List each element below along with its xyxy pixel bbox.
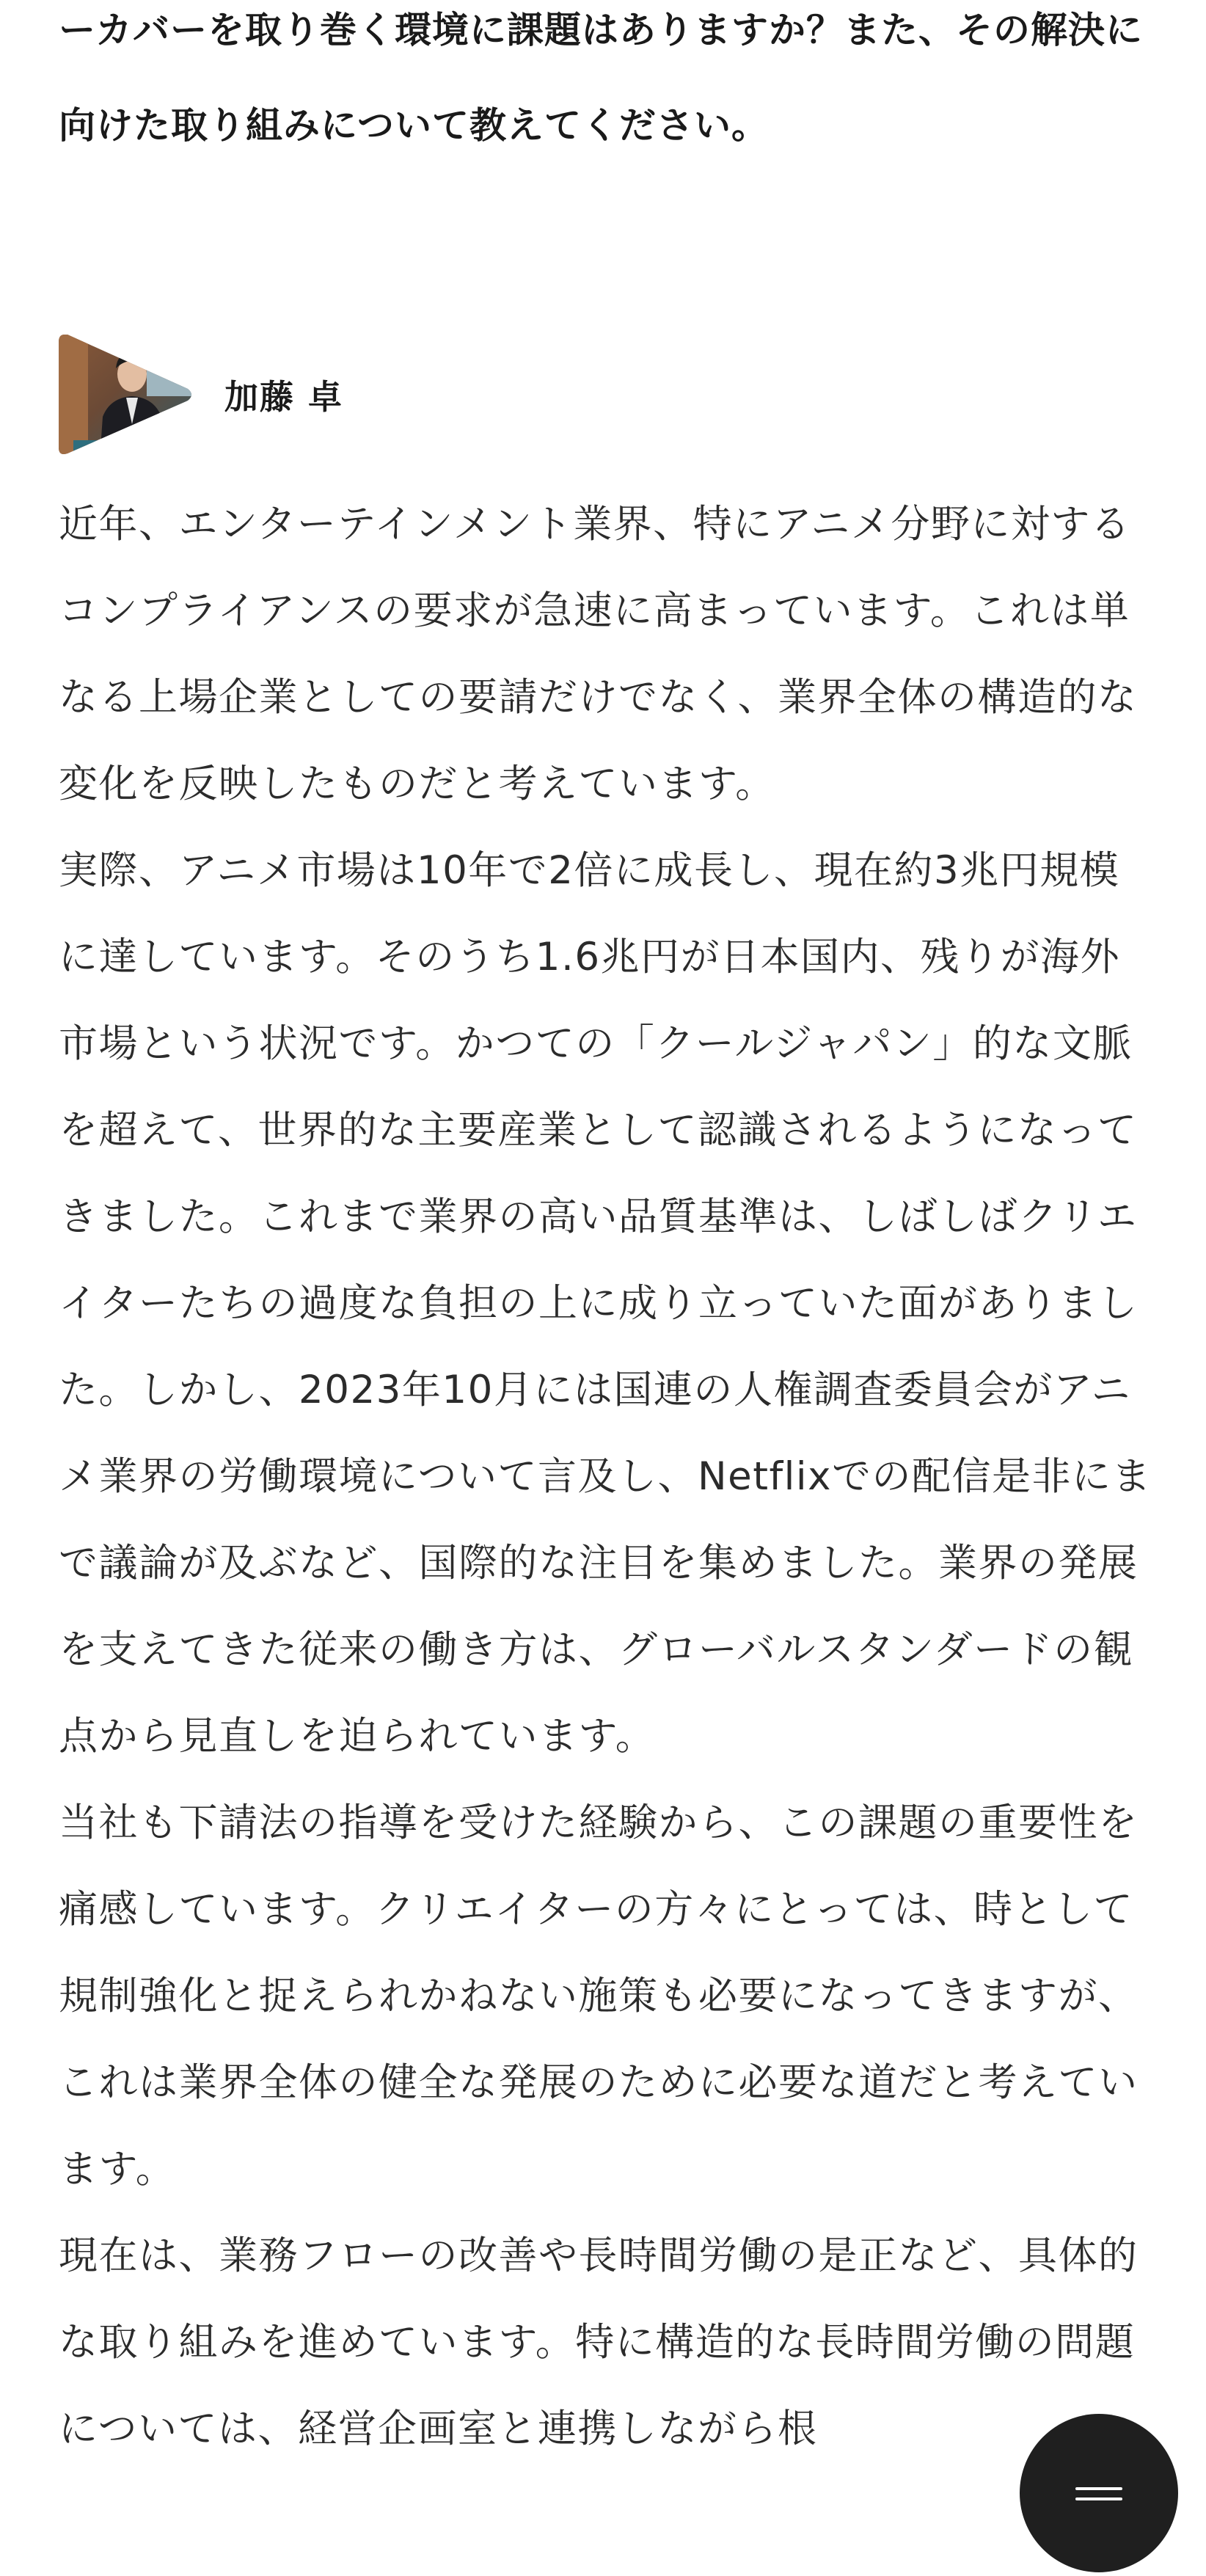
answer-paragraph: 現在は、業務フローの改善や長時間労働の是正など、具体的な取り組みを進めています。特に構造的な長時間労働の問題については、経営企画室と連携しながら根 (59, 2233, 1139, 2451)
answer-paragraph: 近年、エンターテインメント業界、特にアニメ分野に対するコンプライアンスの要求が急速に高まっています。これは単なる上場企業としての要請だけでなく、業界全体の構造的な変化を反映したものだと考えています。 (59, 502, 1138, 806)
speaker-header (59, 329, 343, 461)
answer-paragraph: 実際、アニメ市場は10年で2倍に成長し、現在約3兆円規模に達しています。そのうち1.6兆円が日本国内、残りが海外市場という状況です。かつての「クールジャパン」的な文脈を超えて、世界的な主要産業として認識されるようになってきました。これまで業界の高い品質基準は、しばしばクリエイターたちの過度な負担の上に成り立っていた面がありました。しかし、2023年10月には国連の人権調査委員会がアニメ業界の労働環境について言及し、Netflixでの配信是非にまで議論が及ぶなど、国際的な注目を集めました。業界の発展を支えてきた従来の働き方は、グローバルスタンダードの観点から見直しを迫られています。 (59, 848, 1152, 1759)
interview-answer (59, 481, 1159, 2473)
interview-question: ーカバーを取り巻く環境に課題はありますか？また、その解決に向けた取り組みについて教えてください。 (59, 9, 1143, 147)
speaker-name: 加藤 卓 (224, 377, 344, 417)
speaker-avatar (59, 330, 195, 459)
menu-button[interactable] (1020, 2414, 1178, 2572)
answer-paragraph: 当社も下請法の指導を受けた経験から、この課題の重要性を痛感しています。クリエイターの方々にとっては、時として規制強化と捉えられかねない施策も必要になってきますが、これは業界全体の健全な発展のために必要な道だと考えています。 (59, 1800, 1139, 2192)
